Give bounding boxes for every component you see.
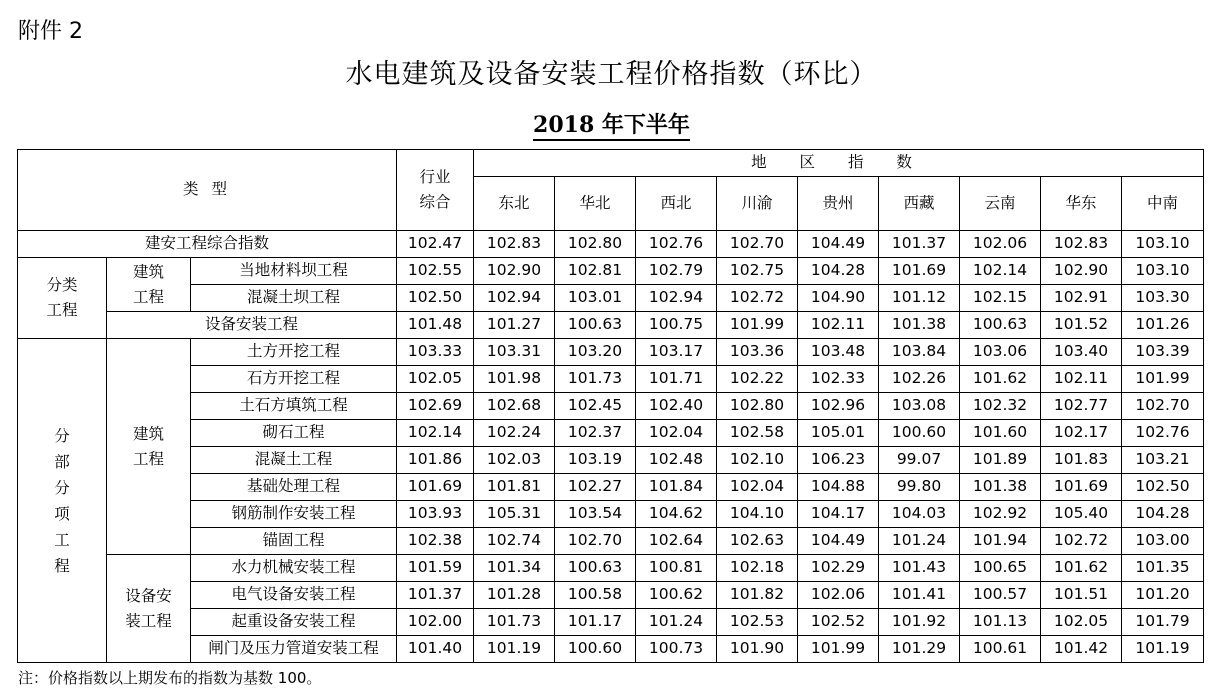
row-name: 建安工程综合指数	[18, 231, 397, 258]
region-value: 101.19	[1122, 636, 1204, 663]
region-value: 99.80	[879, 474, 960, 501]
region-value: 102.52	[798, 609, 879, 636]
header-region: 东北	[474, 177, 555, 231]
region-value: 102.94	[474, 285, 555, 312]
region-value: 103.00	[1122, 528, 1204, 555]
region-value: 100.62	[636, 582, 717, 609]
region-value: 102.81	[555, 258, 636, 285]
group-sub-items	[18, 339, 107, 663]
region-value: 101.71	[636, 366, 717, 393]
region-value: 102.11	[798, 312, 879, 339]
table-row	[18, 420, 1204, 447]
region-value: 101.62	[1041, 555, 1122, 582]
region-value: 101.99	[798, 636, 879, 663]
region-value: 102.33	[798, 366, 879, 393]
table-row	[18, 285, 1204, 312]
region-value: 102.79	[636, 258, 717, 285]
industry-value: 103.33	[397, 339, 474, 366]
group-sub-items-text: 分部分项工程	[54, 426, 70, 575]
region-value: 101.37	[879, 231, 960, 258]
table-row	[18, 366, 1204, 393]
document-subtitle	[0, 108, 1223, 139]
region-value: 103.08	[879, 393, 960, 420]
region-value: 100.65	[960, 555, 1041, 582]
row-name: 石方开挖工程	[191, 366, 397, 393]
table-row	[18, 474, 1204, 501]
region-value: 103.48	[798, 339, 879, 366]
region-value: 101.73	[555, 366, 636, 393]
region-value: 103.21	[1122, 447, 1204, 474]
region-value: 102.80	[555, 231, 636, 258]
group-building-text: 建筑工程	[132, 262, 164, 306]
header-region: 华东	[1041, 177, 1122, 231]
region-value: 101.60	[960, 420, 1041, 447]
region-value: 102.06	[960, 231, 1041, 258]
region-value: 102.91	[1041, 285, 1122, 312]
region-value: 103.54	[555, 501, 636, 528]
industry-value: 102.00	[397, 609, 474, 636]
document-title: 水电建筑及设备安装工程价格指数（环比）	[345, 59, 878, 90]
industry-value: 102.50	[397, 285, 474, 312]
header-region: 中南	[1122, 177, 1204, 231]
header-region: 西北	[636, 177, 717, 231]
region-value: 101.69	[1041, 474, 1122, 501]
industry-value: 102.14	[397, 420, 474, 447]
region-value: 102.68	[474, 393, 555, 420]
region-value: 101.79	[1122, 609, 1204, 636]
region-value: 101.38	[960, 474, 1041, 501]
region-value: 102.04	[636, 420, 717, 447]
region-value: 101.90	[717, 636, 798, 663]
region-value: 102.58	[717, 420, 798, 447]
region-value: 102.77	[1041, 393, 1122, 420]
industry-value: 101.69	[397, 474, 474, 501]
region-value: 101.41	[879, 582, 960, 609]
group-equipment-install	[107, 555, 191, 663]
region-value: 101.92	[879, 609, 960, 636]
region-value: 102.50	[1122, 474, 1204, 501]
region-value: 104.28	[798, 258, 879, 285]
region-value: 101.19	[474, 636, 555, 663]
table-row	[18, 447, 1204, 474]
region-value: 102.72	[1041, 528, 1122, 555]
group-building	[107, 258, 191, 312]
industry-value: 102.05	[397, 366, 474, 393]
region-value: 100.58	[555, 582, 636, 609]
region-value: 103.30	[1122, 285, 1204, 312]
region-value: 101.35	[1122, 555, 1204, 582]
region-value: 101.26	[1122, 312, 1204, 339]
region-value: 102.45	[555, 393, 636, 420]
region-value: 102.96	[798, 393, 879, 420]
region-value: 103.39	[1122, 339, 1204, 366]
region-value: 103.31	[474, 339, 555, 366]
region-value: 102.22	[717, 366, 798, 393]
region-value: 103.84	[879, 339, 960, 366]
region-value: 105.01	[798, 420, 879, 447]
region-value: 102.40	[636, 393, 717, 420]
row-name: 起重设备安装工程	[191, 609, 397, 636]
region-value: 101.17	[555, 609, 636, 636]
table-row	[18, 339, 1204, 366]
table-row	[18, 393, 1204, 420]
table-row	[18, 555, 1204, 582]
region-value: 100.57	[960, 582, 1041, 609]
region-value: 102.06	[798, 582, 879, 609]
region-value: 103.10	[1122, 231, 1204, 258]
region-value: 102.70	[555, 528, 636, 555]
region-value: 101.69	[879, 258, 960, 285]
industry-value: 102.55	[397, 258, 474, 285]
industry-value: 102.69	[397, 393, 474, 420]
region-value: 102.76	[1122, 420, 1204, 447]
region-value: 101.20	[1122, 582, 1204, 609]
region-value: 101.38	[879, 312, 960, 339]
header-region-index: 地 区 指 数	[474, 150, 1204, 177]
region-value: 100.61	[960, 636, 1041, 663]
header-region: 川渝	[717, 177, 798, 231]
region-value: 102.90	[1041, 258, 1122, 285]
region-value: 101.52	[1041, 312, 1122, 339]
region-value: 102.92	[960, 501, 1041, 528]
region-value: 102.76	[636, 231, 717, 258]
region-value: 102.53	[717, 609, 798, 636]
group-classification	[18, 258, 107, 339]
region-value: 104.49	[798, 528, 879, 555]
region-value: 100.63	[555, 555, 636, 582]
industry-value: 101.59	[397, 555, 474, 582]
header-region: 华北	[555, 177, 636, 231]
region-value: 102.29	[798, 555, 879, 582]
region-value: 102.15	[960, 285, 1041, 312]
region-value: 101.89	[960, 447, 1041, 474]
region-value: 101.34	[474, 555, 555, 582]
price-index-table	[17, 149, 1204, 663]
header-region: 云南	[960, 177, 1041, 231]
region-value: 103.19	[555, 447, 636, 474]
region-value: 101.99	[717, 312, 798, 339]
region-value: 104.90	[798, 285, 879, 312]
region-value: 101.62	[960, 366, 1041, 393]
region-value: 101.13	[960, 609, 1041, 636]
header-industry	[397, 150, 474, 231]
region-value: 106.23	[798, 447, 879, 474]
region-value: 102.14	[960, 258, 1041, 285]
region-value: 102.70	[1122, 393, 1204, 420]
region-value: 100.63	[960, 312, 1041, 339]
region-value: 104.10	[717, 501, 798, 528]
region-value: 102.04	[717, 474, 798, 501]
region-value: 102.18	[717, 555, 798, 582]
region-value: 105.40	[1041, 501, 1122, 528]
region-value: 101.24	[636, 609, 717, 636]
region-value: 104.28	[1122, 501, 1204, 528]
row-name: 基础处理工程	[191, 474, 397, 501]
region-value: 102.37	[555, 420, 636, 447]
region-value: 101.94	[960, 528, 1041, 555]
industry-value: 102.38	[397, 528, 474, 555]
region-value: 101.28	[474, 582, 555, 609]
region-value: 104.17	[798, 501, 879, 528]
row-name: 钢筋制作安装工程	[191, 501, 397, 528]
footnote: 注：价格指数以上期发布的指数为基数 100。	[18, 669, 322, 687]
industry-value: 101.48	[397, 312, 474, 339]
group-building-text: 建筑工程	[132, 424, 164, 468]
header-industry-text: 行业综合	[419, 168, 451, 211]
row-name: 混凝土工程	[191, 447, 397, 474]
region-value: 101.51	[1041, 582, 1122, 609]
row-name: 土方开挖工程	[191, 339, 397, 366]
region-value: 101.81	[474, 474, 555, 501]
region-value: 102.70	[717, 231, 798, 258]
region-value: 100.60	[555, 636, 636, 663]
attachment-label: 附件 2	[18, 19, 83, 44]
row-name: 电气设备安装工程	[191, 582, 397, 609]
row-name: 混凝土坝工程	[191, 285, 397, 312]
region-value: 102.74	[474, 528, 555, 555]
region-value: 101.27	[474, 312, 555, 339]
region-value: 101.24	[879, 528, 960, 555]
region-value: 104.03	[879, 501, 960, 528]
group-building	[107, 339, 191, 555]
row-name: 设备安装工程	[107, 312, 397, 339]
region-value: 102.32	[960, 393, 1041, 420]
region-value: 100.81	[636, 555, 717, 582]
group-equipment-install-text: 设备安装工程	[125, 586, 172, 630]
region-value: 101.12	[879, 285, 960, 312]
region-value: 102.26	[879, 366, 960, 393]
region-value: 102.10	[717, 447, 798, 474]
region-value: 102.11	[1041, 366, 1122, 393]
region-value: 102.27	[555, 474, 636, 501]
table-row	[18, 312, 1204, 339]
region-value: 104.62	[636, 501, 717, 528]
region-value: 102.03	[474, 447, 555, 474]
region-value: 102.05	[1041, 609, 1122, 636]
region-value: 100.73	[636, 636, 717, 663]
region-value: 102.72	[717, 285, 798, 312]
row-name: 锚固工程	[191, 528, 397, 555]
region-value: 103.36	[717, 339, 798, 366]
region-value: 101.82	[717, 582, 798, 609]
region-value: 100.60	[879, 420, 960, 447]
group-classification-text: 分类工程	[46, 276, 78, 319]
row-name: 水力机械安装工程	[191, 555, 397, 582]
table-row	[18, 609, 1204, 636]
industry-value: 102.47	[397, 231, 474, 258]
row-name: 砌石工程	[191, 420, 397, 447]
region-value: 102.75	[717, 258, 798, 285]
industry-value: 101.86	[397, 447, 474, 474]
region-value: 99.07	[879, 447, 960, 474]
region-value: 103.40	[1041, 339, 1122, 366]
region-value: 102.94	[636, 285, 717, 312]
table-row	[18, 528, 1204, 555]
region-value: 104.88	[798, 474, 879, 501]
table-row	[18, 501, 1204, 528]
region-value: 102.80	[717, 393, 798, 420]
region-value: 105.31	[474, 501, 555, 528]
region-value: 102.83	[1041, 231, 1122, 258]
region-value: 100.75	[636, 312, 717, 339]
table-row	[18, 636, 1204, 663]
industry-value: 103.93	[397, 501, 474, 528]
region-value: 101.73	[474, 609, 555, 636]
region-value: 101.43	[879, 555, 960, 582]
table-row	[18, 231, 1204, 258]
header-region: 贵州	[798, 177, 879, 231]
region-value: 102.83	[474, 231, 555, 258]
region-value: 103.01	[555, 285, 636, 312]
region-value: 104.49	[798, 231, 879, 258]
table-row	[18, 582, 1204, 609]
subtitle-text: 2018 年下半年	[533, 112, 690, 141]
region-value: 103.20	[555, 339, 636, 366]
header-region: 西藏	[879, 177, 960, 231]
region-value: 102.48	[636, 447, 717, 474]
region-value: 101.98	[474, 366, 555, 393]
region-value: 103.06	[960, 339, 1041, 366]
region-value: 101.83	[1041, 447, 1122, 474]
region-value: 102.24	[474, 420, 555, 447]
region-value: 101.29	[879, 636, 960, 663]
region-value: 100.63	[555, 312, 636, 339]
row-name: 闸门及压力管道安装工程	[191, 636, 397, 663]
row-name: 当地材料坝工程	[191, 258, 397, 285]
header-type: 类 型	[18, 150, 397, 231]
region-value: 102.90	[474, 258, 555, 285]
industry-value: 101.37	[397, 582, 474, 609]
table-row	[18, 258, 1204, 285]
region-value: 103.17	[636, 339, 717, 366]
industry-value: 101.40	[397, 636, 474, 663]
region-value: 103.10	[1122, 258, 1204, 285]
region-value: 101.84	[636, 474, 717, 501]
region-value: 102.17	[1041, 420, 1122, 447]
region-value: 101.42	[1041, 636, 1122, 663]
region-value: 102.64	[636, 528, 717, 555]
row-name: 土石方填筑工程	[191, 393, 397, 420]
region-value: 101.99	[1122, 366, 1204, 393]
region-value: 102.63	[717, 528, 798, 555]
